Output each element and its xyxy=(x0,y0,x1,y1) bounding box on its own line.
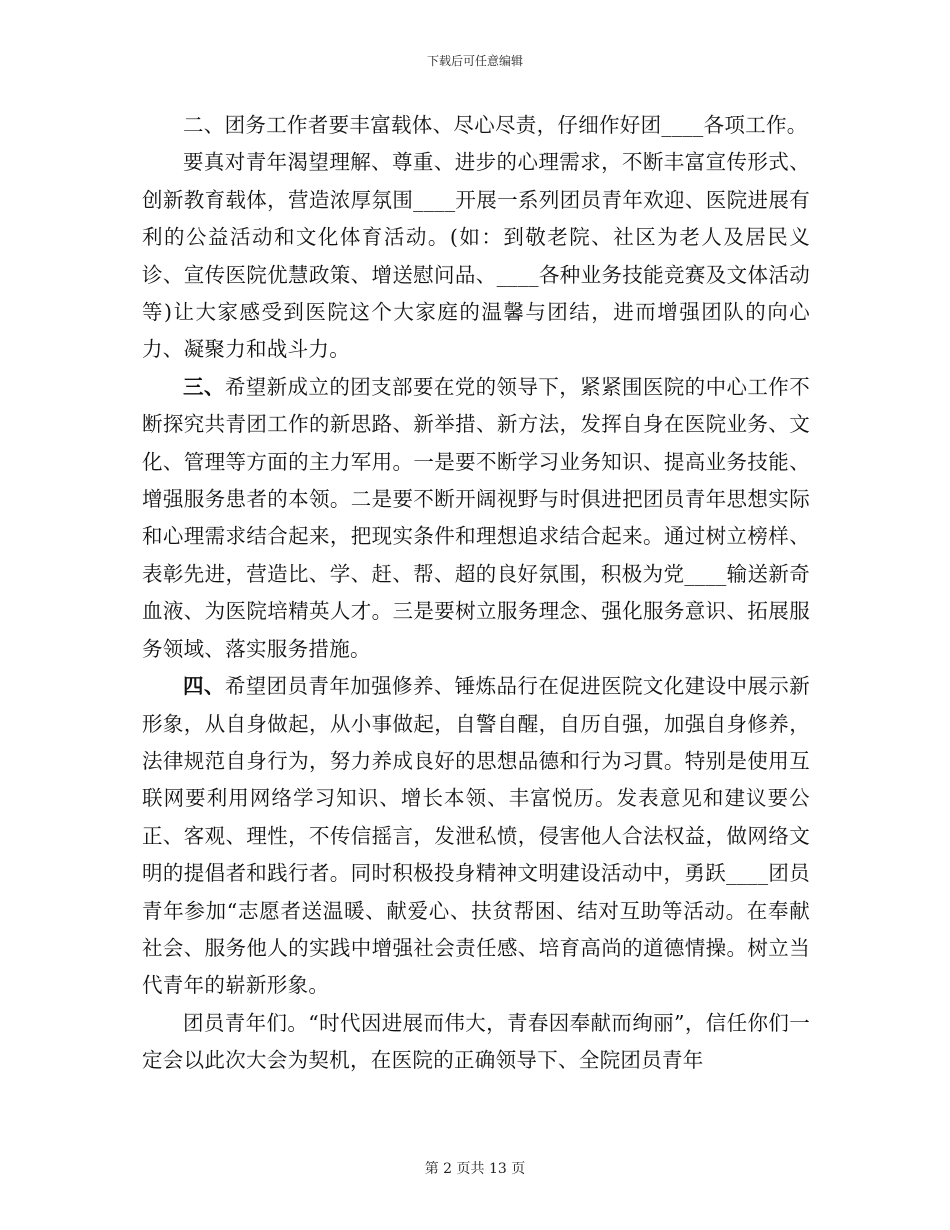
page-header: 下载后可任意编辑 xyxy=(426,54,523,68)
paragraph-text: 团员青年们。“时代因进展而伟大，青春因奉献而绚丽”，信任你们一定会以此次大会为契机，在医院的正确领导下、全院团员青年 xyxy=(142,1010,810,1073)
paragraph-text: 二、团务工作者要丰富载体、尽心尽责，仔细作好团____各项工作。 xyxy=(183,113,808,137)
paragraph-section-two xyxy=(142,107,810,144)
paragraph-text: 希望新成立的团支部要在党的领导下，紧紧围医院的中心工作不断探究共青团工作的新思路、新举措、新方法，发挥自身在医院业务、文化、管理等方面的主力军用。一是要不断学习业务知识、提高业务技能、增强服务患者的本领。二是要不断开阔视野与时俱进把团员青年思想实际和心理需求结合起来，把现实条件和理想追求结合起来。通过树立榜样、表彰先进，营造比、学、赶、帮、超的良好氛围，积极为党____输送新奇血液、为医院培精英人才。三是要树立服务理念、强化服务意识、拓展服务领域、落实服务措施。 xyxy=(142,374,810,661)
paragraph-text: 希望团员青年加强修养、锤炼品行在促进医院文化建设中展示新形象，从自身做起，从小事做起，自警自醒，自历自强，加强自身修养，法律规范自身行为，努力养成良好的思想品德和行为习貫。特别是使用互联网要利用网络学习知识、增长本领、丰富悦历。发表意见和建议要公正、客观、理性，不传信摇言，发泄私愤，侵害他人合法权益，做网络文明的提倡者和践行者。同时积极投身精神文明建设活动中，勇跃____团员青年参加“志愿者送温暖、献爱心、扶贫帮困、结对互助等活动。在奉献社会、服务他人的实践中增强社会责任感、培育高尚的道德情操。树立当代青年的崭新形象。 xyxy=(142,674,810,998)
paragraph-closing xyxy=(142,1005,810,1080)
paragraph-lead: 四、 xyxy=(183,674,225,699)
document-body xyxy=(142,107,810,1080)
page-number-footer: 第 2 页共 13 页 xyxy=(424,1161,526,1177)
paragraph-section-three xyxy=(142,369,810,668)
paragraph-lead: 三、 xyxy=(183,374,225,399)
paragraph-text: 要真对青年渴望理解、尊重、进步的心理需求，不断丰富宣传形式、创新教育载体，营造浓厚氛围____开展一系列团员青年欢迎、医院进展有利的公益活动和文化体育活动。(如：到敬老院、社区为老人及居民义诊、宣传医院优慧政策、增送慰问品、____各种业务技能竞赛及文体活动等)让大家感受到医院这个大家庭的温馨与团结，进而增强团队的向心力、凝聚力和战斗力。 xyxy=(142,150,810,362)
paragraph-activities xyxy=(142,144,810,368)
paragraph-section-four xyxy=(142,668,810,1005)
